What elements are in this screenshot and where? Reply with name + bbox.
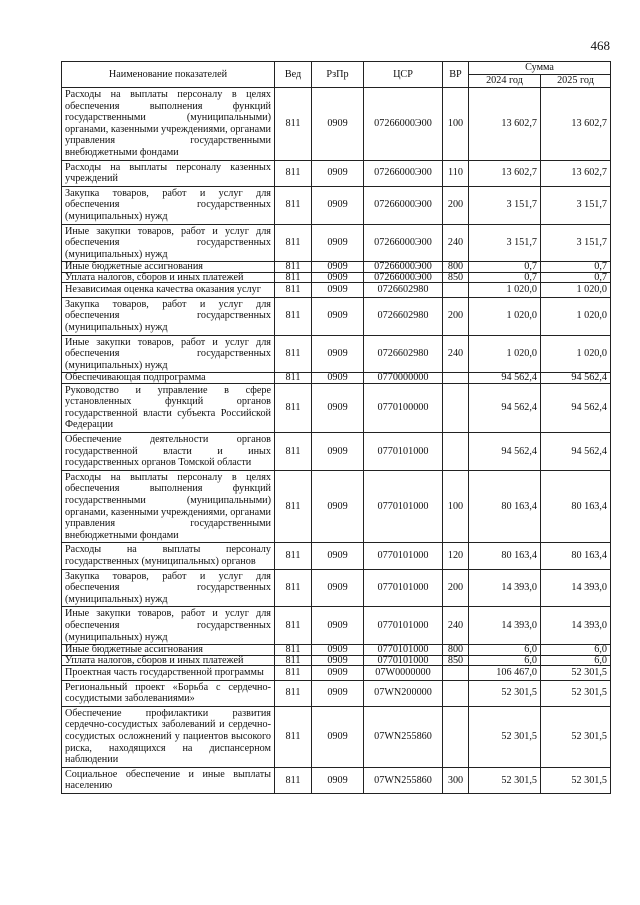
row-sum-2025: 80 163,4 xyxy=(541,470,611,543)
row-vr: 200 xyxy=(443,186,469,224)
row-sum-2025: 94 562,4 xyxy=(541,433,611,471)
row-vr xyxy=(443,373,469,383)
row-sum-2024: 0,7 xyxy=(469,262,541,272)
row-ved: 811 xyxy=(275,160,312,186)
row-name: Обеспечивающая подпрограмма xyxy=(62,373,275,383)
table-body xyxy=(62,88,611,794)
row-ved: 811 xyxy=(275,607,312,645)
table-row xyxy=(62,373,611,383)
row-sum-2024: 1 020,0 xyxy=(469,297,541,335)
header-2024: 2024 год xyxy=(469,75,541,88)
row-csr: 07266000Э00 xyxy=(364,272,443,282)
row-name: Закупка товаров, работ и услуг для обеспечения государственных (муниципальных) нужд xyxy=(62,297,275,335)
header-2025: 2025 год xyxy=(541,75,611,88)
row-name: Региональный проект «Борьба с сердечно-сосудистыми заболеваниями» xyxy=(62,680,275,706)
row-csr: 07W0000000 xyxy=(364,665,443,680)
row-sum-2025: 6,0 xyxy=(541,645,611,655)
row-sum-2025: 52 301,5 xyxy=(541,767,611,793)
row-rzpr: 0909 xyxy=(312,706,364,767)
row-vr: 200 xyxy=(443,297,469,335)
table-row xyxy=(62,569,611,607)
row-sum-2024: 14 393,0 xyxy=(469,607,541,645)
row-rzpr: 0909 xyxy=(312,680,364,706)
row-name: Проектная часть государственной программы xyxy=(62,665,275,680)
row-sum-2024: 52 301,5 xyxy=(469,680,541,706)
row-csr: 07266000Э00 xyxy=(364,262,443,272)
row-sum-2025: 52 301,5 xyxy=(541,680,611,706)
row-ved: 811 xyxy=(275,283,312,298)
row-vr xyxy=(443,680,469,706)
row-ved: 811 xyxy=(275,665,312,680)
table-row xyxy=(62,224,611,262)
row-name: Независимая оценка качества оказания услуг xyxy=(62,283,275,298)
row-rzpr: 0909 xyxy=(312,543,364,569)
row-csr: 07WN200000 xyxy=(364,680,443,706)
row-vr: 100 xyxy=(443,470,469,543)
table-row xyxy=(62,665,611,680)
row-rzpr: 0909 xyxy=(312,383,364,432)
row-sum-2025: 3 151,7 xyxy=(541,186,611,224)
row-vr: 850 xyxy=(443,272,469,282)
row-sum-2025: 94 562,4 xyxy=(541,383,611,432)
row-name: Расходы на выплаты персоналу в целях обеспечения выполнения функций государственными (муниципальными) органами, казенными учреждениями, органами управления государственными внебюджетными фондами xyxy=(62,88,275,161)
row-sum-2024: 52 301,5 xyxy=(469,767,541,793)
row-sum-2024: 1 020,0 xyxy=(469,335,541,373)
table-row xyxy=(62,186,611,224)
row-sum-2024: 80 163,4 xyxy=(469,543,541,569)
row-csr: 0726602980 xyxy=(364,335,443,373)
row-ved: 811 xyxy=(275,297,312,335)
table-row xyxy=(62,383,611,432)
row-sum-2024: 13 602,7 xyxy=(469,160,541,186)
row-rzpr: 0909 xyxy=(312,655,364,665)
row-sum-2025: 52 301,5 xyxy=(541,706,611,767)
table-row xyxy=(62,272,611,282)
row-ved: 811 xyxy=(275,655,312,665)
row-rzpr: 0909 xyxy=(312,283,364,298)
row-vr: 800 xyxy=(443,645,469,655)
row-sum-2024: 14 393,0 xyxy=(469,569,541,607)
table-row xyxy=(62,88,611,161)
row-csr: 0770100000 xyxy=(364,383,443,432)
row-sum-2024: 3 151,7 xyxy=(469,186,541,224)
row-rzpr: 0909 xyxy=(312,88,364,161)
row-rzpr: 0909 xyxy=(312,297,364,335)
row-csr: 07266000Э00 xyxy=(364,224,443,262)
row-sum-2024: 94 562,4 xyxy=(469,373,541,383)
row-name: Закупка товаров, работ и услуг для обеспечения государственных (муниципальных) нужд xyxy=(62,186,275,224)
row-sum-2025: 52 301,5 xyxy=(541,665,611,680)
row-vr: 200 xyxy=(443,569,469,607)
row-rzpr: 0909 xyxy=(312,272,364,282)
row-sum-2025: 13 602,7 xyxy=(541,160,611,186)
row-vr xyxy=(443,665,469,680)
row-sum-2024: 6,0 xyxy=(469,655,541,665)
row-csr: 0770101000 xyxy=(364,433,443,471)
row-csr: 07WN255860 xyxy=(364,767,443,793)
row-vr xyxy=(443,283,469,298)
table-row xyxy=(62,543,611,569)
row-csr: 07WN255860 xyxy=(364,706,443,767)
row-vr xyxy=(443,706,469,767)
table-row xyxy=(62,607,611,645)
table-row xyxy=(62,262,611,272)
row-vr xyxy=(443,383,469,432)
row-name: Иные бюджетные ассигнования xyxy=(62,262,275,272)
row-rzpr: 0909 xyxy=(312,262,364,272)
row-ved: 811 xyxy=(275,680,312,706)
row-csr: 0770000000 xyxy=(364,373,443,383)
row-ved: 811 xyxy=(275,224,312,262)
row-ved: 811 xyxy=(275,645,312,655)
page-number: 468 xyxy=(590,38,610,53)
row-sum-2025: 80 163,4 xyxy=(541,543,611,569)
table-row xyxy=(62,160,611,186)
row-name: Иные закупки товаров, работ и услуг для обеспечения государственных (муниципальных) нужд xyxy=(62,335,275,373)
row-sum-2024: 13 602,7 xyxy=(469,88,541,161)
row-name: Социальное обеспечение и иные выплаты населению xyxy=(62,767,275,793)
row-name: Закупка товаров, работ и услуг для обеспечения государственных (муниципальных) нужд xyxy=(62,569,275,607)
row-csr: 0770101000 xyxy=(364,607,443,645)
row-rzpr: 0909 xyxy=(312,767,364,793)
row-sum-2025: 14 393,0 xyxy=(541,607,611,645)
row-ved: 811 xyxy=(275,335,312,373)
row-csr: 0770101000 xyxy=(364,470,443,543)
row-sum-2025: 3 151,7 xyxy=(541,224,611,262)
row-csr: 0726602980 xyxy=(364,283,443,298)
header-csr: ЦСР xyxy=(364,62,443,88)
row-vr xyxy=(443,433,469,471)
row-ved: 811 xyxy=(275,470,312,543)
row-sum-2025: 94 562,4 xyxy=(541,373,611,383)
row-rzpr: 0909 xyxy=(312,569,364,607)
row-vr: 120 xyxy=(443,543,469,569)
row-vr: 300 xyxy=(443,767,469,793)
row-csr: 0770101000 xyxy=(364,569,443,607)
row-rzpr: 0909 xyxy=(312,470,364,543)
row-vr: 240 xyxy=(443,335,469,373)
row-csr: 0770101000 xyxy=(364,645,443,655)
row-sum-2025: 14 393,0 xyxy=(541,569,611,607)
row-sum-2025: 1 020,0 xyxy=(541,283,611,298)
row-name: Уплата налогов, сборов и иных платежей xyxy=(62,272,275,282)
row-ved: 811 xyxy=(275,543,312,569)
header-ved: Вед xyxy=(275,62,312,88)
row-name: Уплата налогов, сборов и иных платежей xyxy=(62,655,275,665)
row-csr: 0770101000 xyxy=(364,655,443,665)
row-sum-2025: 1 020,0 xyxy=(541,297,611,335)
row-sum-2024: 6,0 xyxy=(469,645,541,655)
row-ved: 811 xyxy=(275,262,312,272)
table-row xyxy=(62,335,611,373)
table-row xyxy=(62,283,611,298)
row-name: Иные закупки товаров, работ и услуг для обеспечения государственных (муниципальных) нужд xyxy=(62,607,275,645)
row-rzpr: 0909 xyxy=(312,160,364,186)
row-sum-2025: 13 602,7 xyxy=(541,88,611,161)
header-sum: Сумма xyxy=(469,62,611,75)
row-name: Расходы на выплаты персоналу в целях обеспечения выполнения функций государственными (муниципальными) органами, казенными учреждениями, органами управления государственными внебюджетными фондами xyxy=(62,470,275,543)
row-ved: 811 xyxy=(275,186,312,224)
header-vr: ВР xyxy=(443,62,469,88)
budget-table xyxy=(61,61,611,794)
row-ved: 811 xyxy=(275,383,312,432)
row-sum-2024: 94 562,4 xyxy=(469,383,541,432)
header-rzpr: РзПр xyxy=(312,62,364,88)
row-rzpr: 0909 xyxy=(312,186,364,224)
table-row xyxy=(62,706,611,767)
row-rzpr: 0909 xyxy=(312,224,364,262)
row-name: Иные бюджетные ассигнования xyxy=(62,645,275,655)
row-vr: 800 xyxy=(443,262,469,272)
row-sum-2025: 1 020,0 xyxy=(541,335,611,373)
row-sum-2024: 80 163,4 xyxy=(469,470,541,543)
row-vr: 850 xyxy=(443,655,469,665)
row-name: Иные закупки товаров, работ и услуг для обеспечения государственных (муниципальных) нужд xyxy=(62,224,275,262)
row-sum-2024: 0,7 xyxy=(469,272,541,282)
row-sum-2025: 0,7 xyxy=(541,272,611,282)
row-name: Руководство и управление в сфере установленных функций органов государственной власти субъекта Российской Федерации xyxy=(62,383,275,432)
row-rzpr: 0909 xyxy=(312,665,364,680)
header-name: Наименование показателей xyxy=(62,62,275,88)
row-sum-2024: 52 301,5 xyxy=(469,706,541,767)
row-sum-2025: 6,0 xyxy=(541,655,611,665)
row-name: Обеспечение профилактики развития сердечно-сосудистых заболеваний и сердечно-сосудистых осложнений у пациентов высокого риска, находящихся на диспансерном наблюдении xyxy=(62,706,275,767)
row-sum-2025: 0,7 xyxy=(541,262,611,272)
row-ved: 811 xyxy=(275,433,312,471)
row-rzpr: 0909 xyxy=(312,645,364,655)
row-rzpr: 0909 xyxy=(312,433,364,471)
row-vr: 100 xyxy=(443,88,469,161)
table-row xyxy=(62,433,611,471)
row-rzpr: 0909 xyxy=(312,373,364,383)
table-row xyxy=(62,645,611,655)
row-rzpr: 0909 xyxy=(312,335,364,373)
row-sum-2024: 3 151,7 xyxy=(469,224,541,262)
table-row xyxy=(62,297,611,335)
row-vr: 240 xyxy=(443,224,469,262)
row-ved: 811 xyxy=(275,706,312,767)
row-ved: 811 xyxy=(275,88,312,161)
row-sum-2024: 106 467,0 xyxy=(469,665,541,680)
row-name: Расходы на выплаты персоналу государственных (муниципальных) органов xyxy=(62,543,275,569)
table-row xyxy=(62,680,611,706)
row-ved: 811 xyxy=(275,272,312,282)
row-sum-2024: 1 020,0 xyxy=(469,283,541,298)
row-vr: 240 xyxy=(443,607,469,645)
row-ved: 811 xyxy=(275,767,312,793)
row-csr: 0726602980 xyxy=(364,297,443,335)
row-csr: 07266000Э00 xyxy=(364,88,443,161)
row-csr: 07266000Э00 xyxy=(364,160,443,186)
row-vr: 110 xyxy=(443,160,469,186)
row-ved: 811 xyxy=(275,373,312,383)
row-ved: 811 xyxy=(275,569,312,607)
row-name: Обеспечение деятельности органов государственной власти и иных государственных органов Томской области xyxy=(62,433,275,471)
row-csr: 07266000Э00 xyxy=(364,186,443,224)
row-name: Расходы на выплаты персоналу казенных учреждений xyxy=(62,160,275,186)
row-sum-2024: 94 562,4 xyxy=(469,433,541,471)
table-row xyxy=(62,767,611,793)
table-row xyxy=(62,470,611,543)
row-csr: 0770101000 xyxy=(364,543,443,569)
row-rzpr: 0909 xyxy=(312,607,364,645)
table-row xyxy=(62,655,611,665)
